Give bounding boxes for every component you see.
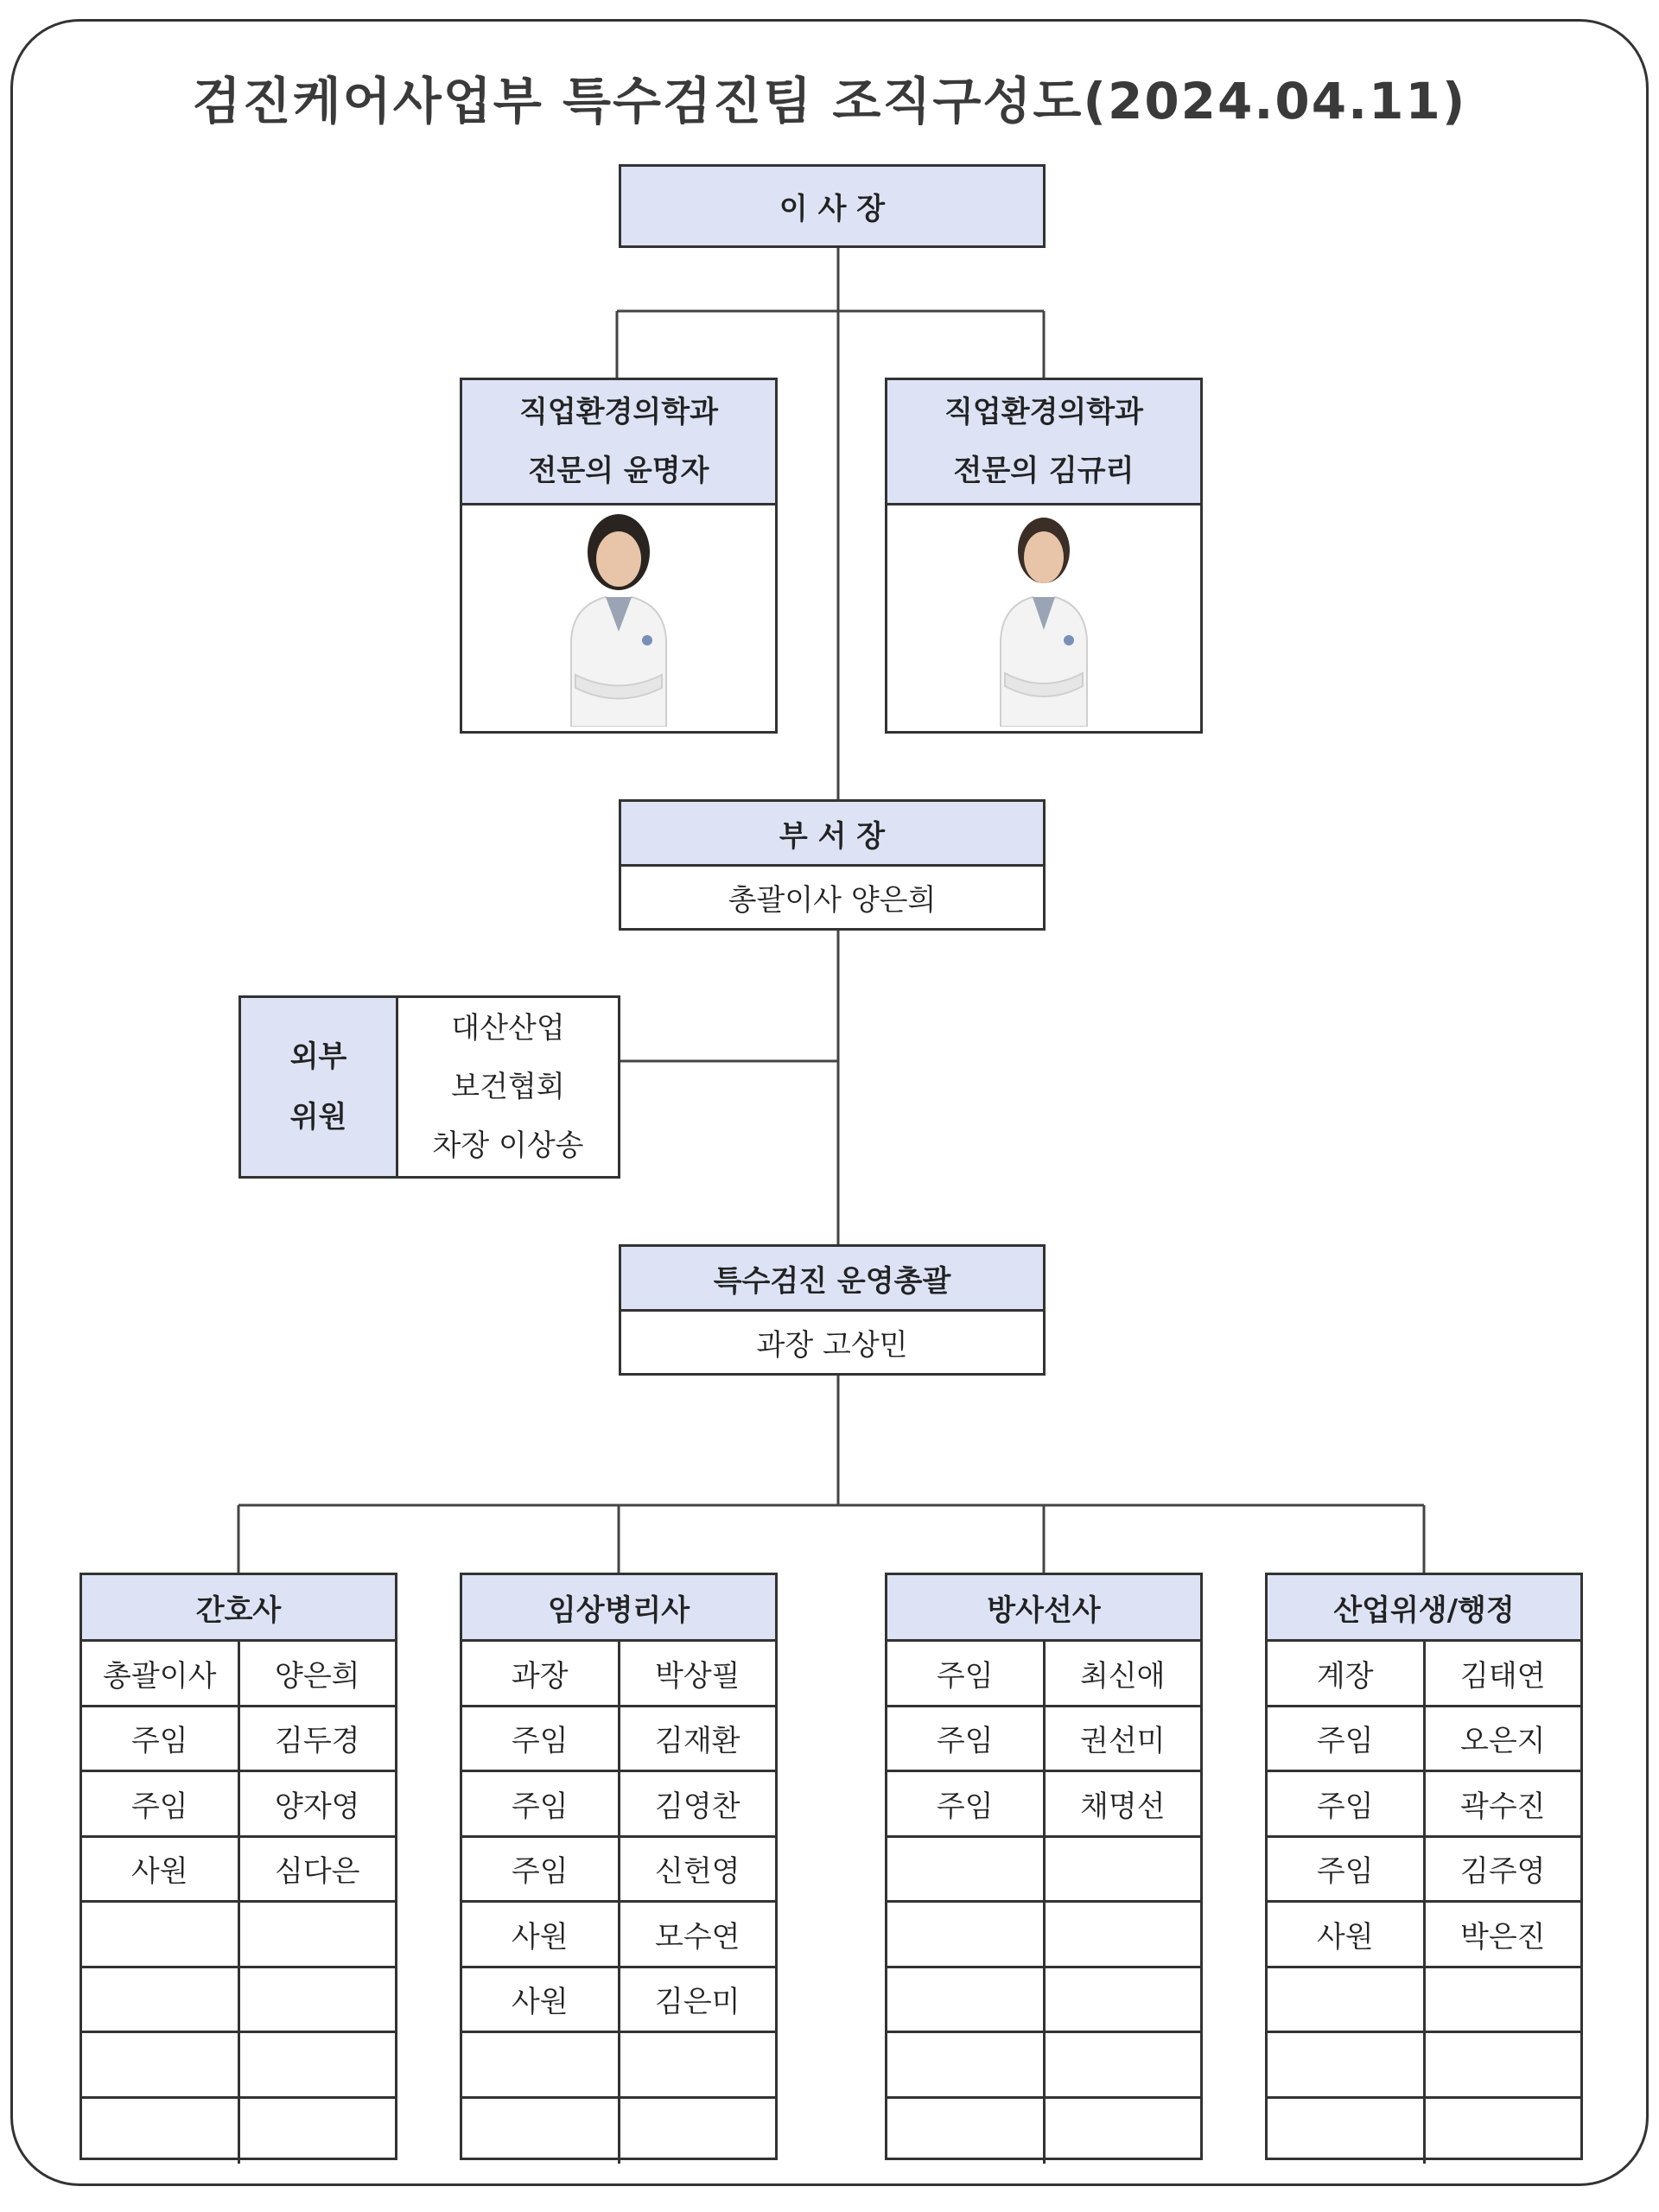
table-row — [462, 2033, 775, 2099]
table-row — [887, 1707, 1200, 1773]
member-position: 주임 — [462, 1838, 620, 1901]
table-row — [1268, 2099, 1580, 2164]
member-name — [1426, 2033, 1581, 2096]
table-row — [462, 1707, 775, 1773]
member-position: 주임 — [82, 1772, 240, 1835]
member-position: 주임 — [887, 1642, 1046, 1705]
member-position: 사원 — [462, 1968, 620, 2031]
member-position: 주임 — [82, 1707, 240, 1770]
member-position — [462, 2099, 620, 2164]
doctor-card-1 — [460, 378, 778, 734]
doctor-portrait-icon — [462, 505, 775, 731]
external-member: 차장 이상송 — [432, 1128, 584, 1163]
operations-label: 특수검진 운영총괄 — [713, 1263, 951, 1299]
member-name: 김은미 — [654, 1985, 741, 2020]
member-name — [1046, 1838, 1201, 1901]
member-name: 김재환 — [654, 1724, 741, 1759]
doctor1-name: 전문의 윤명자 — [528, 454, 709, 488]
member-name: 채명선 — [1079, 1789, 1166, 1824]
table-row — [82, 2033, 395, 2099]
table-row — [1268, 2033, 1580, 2099]
doctor-card-2 — [885, 378, 1203, 734]
team-hygiene-admin — [1265, 1573, 1583, 2160]
member-name — [620, 2099, 776, 2164]
member-position — [1268, 2033, 1426, 2096]
member-name — [620, 2033, 776, 2096]
external-label-2: 위원 — [289, 1100, 347, 1135]
table-row — [462, 1838, 775, 1904]
chairman-label: 이 사 장 — [779, 192, 886, 226]
member-position: 주임 — [1268, 1838, 1426, 1901]
member-name — [1046, 1968, 1201, 2031]
table-row — [1268, 1772, 1580, 1838]
member-name — [1046, 1903, 1201, 1966]
member-position: 계장 — [1268, 1642, 1426, 1705]
table-row — [82, 1772, 395, 1838]
member-position: 주임 — [887, 1707, 1046, 1770]
member-name — [1426, 2099, 1581, 2164]
member-name: 김두경 — [274, 1724, 360, 1759]
member-position — [887, 2033, 1046, 2096]
external-org-1: 대산산업 — [451, 1011, 565, 1046]
table-row — [887, 1903, 1200, 1968]
team-title: 간호사 — [82, 1575, 395, 1642]
member-name — [240, 2099, 396, 2164]
table-row — [462, 1903, 775, 1968]
table-row — [887, 2099, 1200, 2164]
table-row — [1268, 1642, 1580, 1707]
member-name: 박은진 — [1459, 1919, 1546, 1955]
table-row — [82, 1968, 395, 2034]
member-name: 신헌영 — [654, 1854, 741, 1890]
member-name — [240, 2033, 396, 2096]
table-row — [462, 1772, 775, 1838]
table-row — [887, 1838, 1200, 1904]
page-title: 검진케어사업부 특수검진팀 조직구성도(2024.04.11) — [192, 72, 1467, 130]
member-position — [462, 2033, 620, 2096]
table-row — [82, 1707, 395, 1773]
member-position: 주임 — [462, 1707, 620, 1770]
member-name: 최신애 — [1079, 1658, 1166, 1694]
member-name: 양은희 — [274, 1658, 360, 1694]
member-position — [1268, 2099, 1426, 2164]
member-position — [1268, 1968, 1426, 2031]
member-position — [82, 2033, 240, 2096]
doctor-portrait-icon — [887, 505, 1200, 731]
team-title: 임상병리사 — [462, 1575, 775, 1642]
member-position — [82, 2099, 240, 2164]
member-position: 과장 — [462, 1642, 620, 1705]
member-position: 주임 — [462, 1772, 620, 1835]
external-committee-box — [238, 995, 620, 1179]
member-position: 주임 — [1268, 1772, 1426, 1835]
member-name: 모수연 — [654, 1919, 741, 1955]
member-name: 심다은 — [274, 1854, 360, 1890]
table-row — [82, 2099, 395, 2164]
member-position: 주임 — [1268, 1707, 1426, 1770]
member-name: 곽수진 — [1459, 1789, 1546, 1824]
table-row — [887, 1772, 1200, 1838]
member-position — [887, 1903, 1046, 1966]
team-nurse — [79, 1573, 397, 2160]
table-row — [462, 1968, 775, 2034]
operations-box — [619, 1244, 1046, 1376]
member-position — [887, 1838, 1046, 1901]
member-position: 사원 — [1268, 1903, 1426, 1966]
member-name: 양자영 — [274, 1789, 360, 1824]
member-name — [240, 1968, 396, 2031]
member-name: 김영찬 — [654, 1789, 741, 1824]
dept-head-box — [619, 799, 1046, 931]
chairman-box — [619, 164, 1046, 248]
table-row — [462, 1642, 775, 1707]
member-name: 김주영 — [1459, 1854, 1546, 1890]
member-position: 총괄이사 — [82, 1642, 240, 1705]
table-row — [887, 2033, 1200, 2099]
member-position — [887, 2099, 1046, 2164]
member-name — [1046, 2033, 1201, 2096]
operations-name: 과장 고상민 — [756, 1328, 908, 1363]
doctor2-dept: 직업환경의학과 — [944, 395, 1143, 429]
doctor1-dept: 직업환경의학과 — [519, 395, 718, 429]
member-position — [82, 1968, 240, 2031]
team-title: 방사선사 — [887, 1575, 1200, 1642]
member-position — [887, 1968, 1046, 2031]
table-row — [887, 1968, 1200, 2034]
member-name: 권선미 — [1079, 1724, 1166, 1759]
table-row — [82, 1642, 395, 1707]
team-radiology — [885, 1573, 1203, 2160]
table-row — [1268, 1968, 1580, 2034]
member-name — [240, 1903, 396, 1966]
member-position: 주임 — [887, 1772, 1046, 1835]
member-position: 사원 — [462, 1903, 620, 1966]
member-position: 사원 — [82, 1838, 240, 1901]
team-title: 산업위생/행정 — [1268, 1575, 1580, 1642]
table-row — [82, 1838, 395, 1904]
external-org-2: 보건협회 — [451, 1070, 565, 1104]
table-row — [1268, 1903, 1580, 1968]
member-name — [1426, 1968, 1581, 2031]
table-row — [887, 1642, 1200, 1707]
dept-head-label: 부 서 장 — [779, 818, 886, 854]
table-row — [462, 2099, 775, 2164]
table-row — [1268, 1838, 1580, 1904]
member-position — [82, 1903, 240, 1966]
table-row — [82, 1903, 395, 1968]
member-name: 박상필 — [654, 1658, 741, 1694]
doctor2-name: 전문의 김규리 — [953, 454, 1135, 488]
table-row — [1268, 1707, 1580, 1773]
team-lab — [460, 1573, 778, 2160]
member-name: 오은지 — [1459, 1724, 1546, 1759]
dept-head-name: 총괄이사 양은희 — [728, 883, 937, 918]
member-name — [1046, 2099, 1201, 2164]
member-name: 김태연 — [1459, 1658, 1546, 1694]
external-label-1: 외부 — [289, 1039, 347, 1074]
